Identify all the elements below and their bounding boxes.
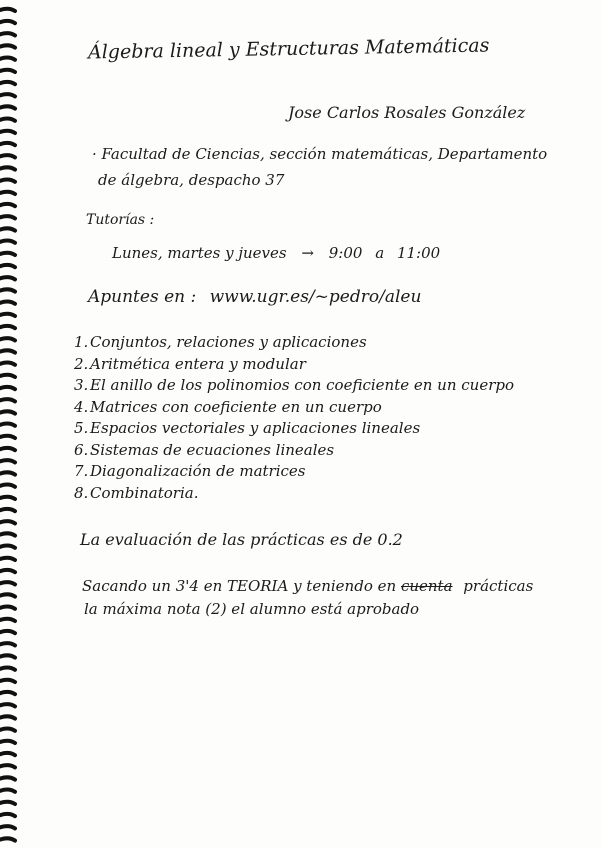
spiral-ring <box>0 631 15 633</box>
spiral-ring <box>0 45 15 47</box>
spiral-ring <box>0 277 15 279</box>
arrow-icon: → <box>301 244 314 262</box>
list-item <box>74 461 514 483</box>
topic-text: Sistemas de ecuaciones lineales <box>90 440 335 459</box>
spiral-ring <box>0 58 15 60</box>
topic-text: Diagonalización de matrices <box>90 462 306 480</box>
grading-rule-line-2: la máxima nota (2) el alumno está aprobado <box>84 600 420 618</box>
spiral-ring <box>0 448 15 450</box>
apuntes-line <box>88 287 421 307</box>
topic-text: El anillo de los polinomios con coeficiente en un cuerpo <box>90 376 515 394</box>
spiral-ring <box>0 460 15 462</box>
spiral-ring <box>0 143 15 145</box>
topic-text: Aritmética entera y modular <box>90 354 306 373</box>
spiral-ring <box>0 387 15 389</box>
spiral-ring <box>0 119 15 121</box>
spiral-ring <box>0 82 15 84</box>
spiral-ring <box>0 265 15 267</box>
spiral-ring <box>0 790 15 792</box>
spiral-ring <box>0 741 15 743</box>
topic-text: Matrices con coeficiente en un cuerpo <box>90 397 382 416</box>
tutorias-connector: a <box>375 244 385 262</box>
spiral-ring <box>0 582 15 584</box>
spiral-ring <box>0 70 15 72</box>
tutorias-schedule <box>112 244 440 262</box>
topic-text: Espacios vectoriales y aplicaciones lineales <box>90 419 421 437</box>
spiral-ring <box>0 680 15 682</box>
topic-number: 4. <box>74 397 89 416</box>
spiral-ring <box>0 521 15 523</box>
list-item <box>74 418 514 440</box>
spiral-ring <box>0 619 15 621</box>
spiral-ring <box>0 350 15 352</box>
spiral-ring <box>0 668 15 670</box>
spiral-ring <box>0 9 15 11</box>
spiral-ring <box>0 594 15 596</box>
spiral-ring <box>0 314 15 316</box>
tutorias-label: Tutorías : <box>86 212 155 228</box>
faculty-line-2: de álgebra, despacho 37 <box>98 171 285 189</box>
topic-number: 2. <box>74 354 89 373</box>
spiral-ring <box>0 94 15 96</box>
spiral-ring <box>0 375 15 377</box>
spiral-ring <box>0 472 15 474</box>
spiral-ring <box>0 411 15 413</box>
spiral-ring <box>0 655 15 657</box>
topic-text: Conjuntos, relaciones y aplicaciones <box>90 333 367 351</box>
spiral-ring <box>0 753 15 755</box>
grading-rule-text-a: Sacando un 3'4 en TEORIA y teniendo en <box>82 577 397 595</box>
apuntes-label: Apuntes en : <box>88 287 197 307</box>
spiral-ring <box>0 838 15 840</box>
topic-number: 7. <box>74 462 89 480</box>
spiral-ring <box>0 155 15 157</box>
list-item <box>74 354 514 376</box>
spiral-ring <box>0 253 15 255</box>
tutorias-days: Lunes, martes y jueves <box>112 244 287 262</box>
spiral-ring <box>0 289 15 291</box>
spiral-ring <box>0 302 15 304</box>
topic-number: 6. <box>74 440 89 459</box>
spiral-ring <box>0 228 15 230</box>
spiral-ring <box>0 607 15 609</box>
spiral-ring <box>0 131 15 133</box>
spiral-ring <box>0 192 15 194</box>
apuntes-url: www.ugr.es/~pedro/aleu <box>209 287 422 307</box>
spiral-ring <box>0 814 15 816</box>
spiral-ring <box>0 21 15 23</box>
spiral-ring <box>0 777 15 779</box>
list-item <box>74 332 514 354</box>
topic-text: Combinatoria. <box>90 483 199 502</box>
author-name: Jose Carlos Rosales González <box>288 103 526 122</box>
topics-list <box>74 332 514 504</box>
spiral-ring <box>0 204 15 206</box>
spiral-ring <box>0 338 15 340</box>
spiral-ring <box>0 765 15 767</box>
spiral-ring <box>0 692 15 694</box>
spiral-ring <box>0 497 15 499</box>
list-item <box>74 375 514 397</box>
tutorias-end: 11:00 <box>396 244 441 262</box>
spiral-ring <box>0 424 15 426</box>
grading-rule-line-1 <box>82 577 533 595</box>
grading-rule-text-b: prácticas <box>463 577 534 595</box>
spiral-ring <box>0 643 15 645</box>
topic-number: 5. <box>74 419 89 437</box>
spiral-ring <box>0 106 15 108</box>
faculty-line-1: · Facultad de Ciencias, sección matemáticas, Departamento <box>92 145 548 163</box>
topic-number: 3. <box>74 376 89 394</box>
spiral-ring <box>0 180 15 182</box>
spiral-ring <box>0 704 15 706</box>
spiral-ring <box>0 33 15 35</box>
spiral-ring <box>0 485 15 487</box>
list-item <box>74 397 514 419</box>
spiral-ring <box>0 802 15 804</box>
list-item <box>74 440 514 462</box>
topic-number: 1. <box>74 333 89 351</box>
topic-number: 8. <box>74 483 89 502</box>
spiral-ring <box>0 399 15 401</box>
spiral-ring <box>0 216 15 218</box>
spiral-ring <box>0 826 15 828</box>
spiral-binding <box>0 0 22 848</box>
spiral-ring <box>0 533 15 535</box>
struck-word: cuenta <box>400 577 453 595</box>
list-item <box>74 483 514 505</box>
spiral-ring <box>0 729 15 731</box>
spiral-ring <box>0 716 15 718</box>
spiral-ring <box>0 558 15 560</box>
spiral-ring <box>0 570 15 572</box>
tutorias-start: 9:00 <box>328 244 363 262</box>
spiral-ring <box>0 509 15 511</box>
spiral-ring <box>0 167 15 169</box>
spiral-ring <box>0 546 15 548</box>
spiral-ring <box>0 326 15 328</box>
spiral-ring <box>0 436 15 438</box>
spiral-ring <box>0 241 15 243</box>
evaluation-note: La evaluación de las prácticas es de 0.2 <box>80 530 403 549</box>
spiral-ring <box>0 363 15 365</box>
page-title: Álgebra lineal y Estructuras Matemáticas <box>87 34 490 64</box>
